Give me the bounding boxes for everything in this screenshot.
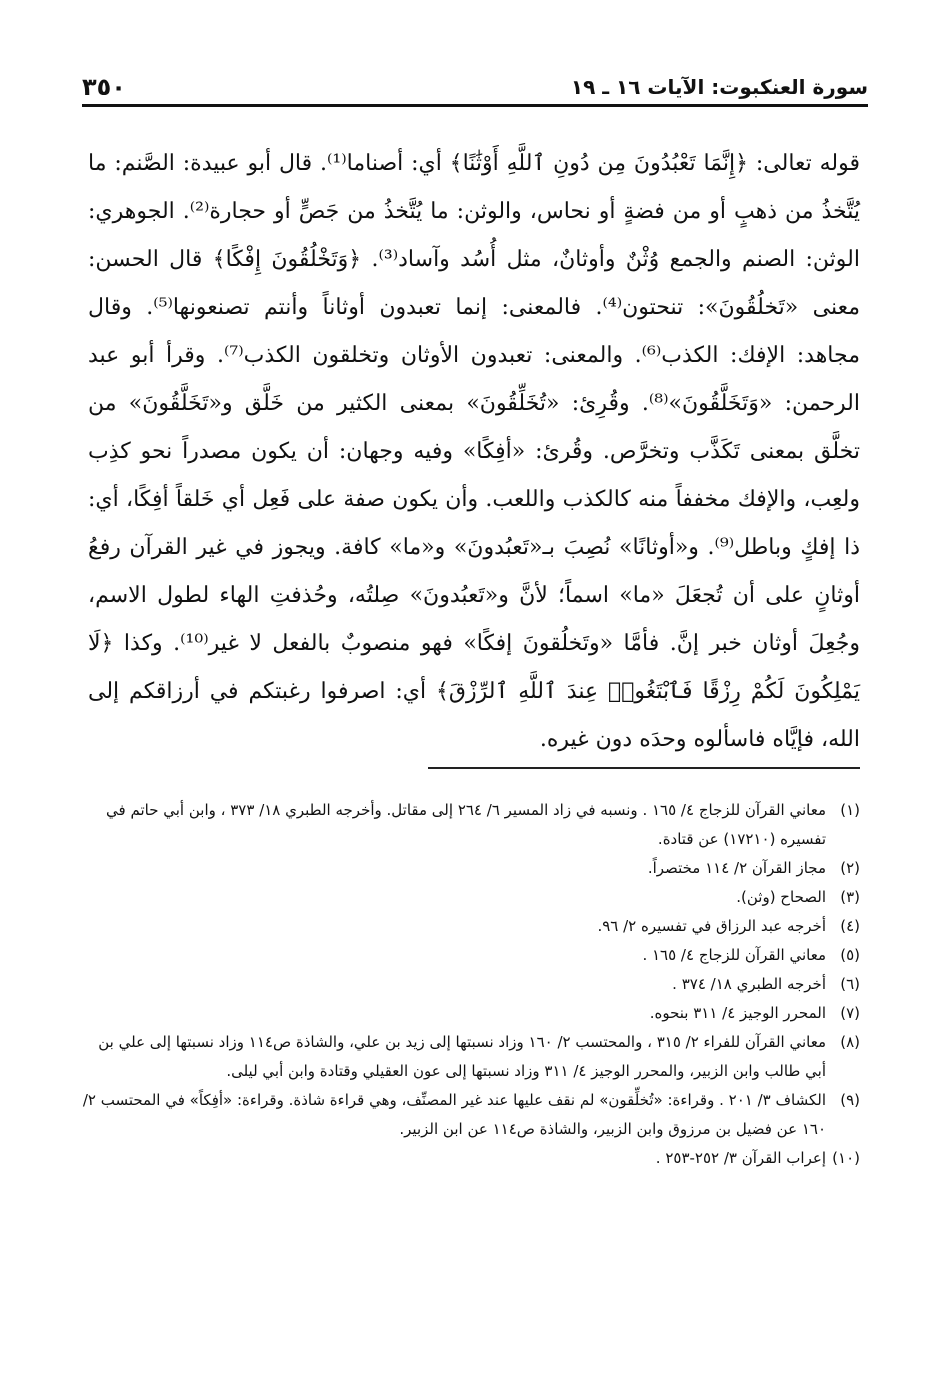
footnote-item	[82, 1086, 860, 1144]
footnote-number: (١)	[840, 801, 860, 819]
footnote-text: معاني القرآن للزجاج ٤/ ١٦٥ .	[642, 946, 826, 964]
footnote-text: أخرجه عبد الرزاق في تفسيره ٢/ ٩٦.	[597, 917, 826, 935]
page-number: ٣٥٠	[82, 73, 126, 101]
footnote-number: (٨)	[840, 1033, 860, 1051]
footnote-number: (١٠)	[832, 1149, 860, 1167]
footnote-number: (٦)	[840, 975, 860, 993]
footnote-text: مجاز القرآن ٢/ ١١٤ مختصراً.	[647, 859, 826, 877]
footnotes	[82, 796, 860, 1173]
running-title: سورة العنكبوت: الآيات ١٦ ـ ١٩	[570, 75, 868, 99]
footnote-item	[82, 912, 860, 941]
footnote-item	[82, 999, 860, 1028]
footnote-item	[82, 941, 860, 970]
main-text	[88, 140, 860, 764]
footnote-number: (٧)	[840, 1004, 860, 1022]
footnote-number: (٣)	[840, 888, 860, 906]
footnote-number: (٢)	[840, 859, 860, 877]
footnote-item	[82, 854, 860, 883]
footnote-text: الكشاف ٣/ ٢٠١ . وقراءة: «تُخلِّقون» لم نقف عليها عند غير المصنِّف، وهي قراءة شاذة. وقراءة: «أفِكاً» في المحتسب ٢/ ١٦٠ عن فضيل بن مرزوق وابن الزبير، والشاذة ص١١٤ عن ابن الزبير.	[82, 1091, 826, 1138]
footnote-item	[82, 796, 860, 854]
page-header	[82, 62, 868, 102]
footnote-number: (٤)	[840, 917, 860, 935]
footnote-number: (٥)	[840, 946, 860, 964]
header-rule	[82, 104, 868, 107]
footnote-item	[82, 883, 860, 912]
footnote-separator	[428, 767, 860, 769]
footnote-item	[82, 970, 860, 999]
footnote-text: المحرر الوجيز ٤/ ٣١١ بنحوه.	[649, 1004, 826, 1022]
footnote-number: (٩)	[840, 1091, 860, 1109]
commentary-paragraph: قوله تعالى: ﴿إِنَّمَا تَعْبُدُونَ مِن دُونِ ٱللَّهِ أَوْثَٰنًا﴾ أي: أصناما⁽¹⁾. قال أبو عبيدة: الصَّنم: ما يُتَّخذُ من ذهبٍ أو من فضةٍ أو نحاس، والوثن: ما يُتَّخذُ من جَصٍّ أو حجارة⁽²⁾. الجوهري: الوثن: الصنم والجمع وُثْنٌ وأوثانٌ، مثل أُسُد وآساد⁽³⁾. ﴿وَتَخْلُقُونَ إِفْكًا﴾ قال الحسن: معنى «تَخلُقُونَ»: تنحتون⁽⁴⁾. فالمعنى: إنما تعبدون أوثاناً وأنتم تصنعونها⁽⁵⁾. وقال مجاهد: الإفك: الكذب⁽⁶⁾. والمعنى: تعبدون الأوثان وتخلقون الكذب⁽⁷⁾. وقرأ أبو عبد الرحمن: «وَتَخَلَّقُونَ»⁽⁸⁾. وقُرِئ: «تُخَلِّقُونَ» بمعنى الكثير من خَلَّق و«تَخَلَّقُونَ» من تخلَّق بمعنى تَكَذَّب وتخرَّص. وقُرئ: «أفِكًا» وفيه وجهان: أن يكون مصدراً نحو كذِب ولعِب، والإفك مخففاً منه كالكذب واللعب. وأن يكون صفة على فَعِل أي خَلقاً أفِكًا، أي: ذا إفكٍ وباطل⁽⁹⁾. و«أوثانًا» نُصِبَ بـ«تَعبُدونَ» و«ما» كافة. ويجوز في غير القرآن رفعُ أوثانٍ على أن تُجعَلَ «ما» اسماً؛ لأنَّ و«تَعبُدونَ» صِلتُه، وحُذفتِ الهاء لطول الاسم، وجُعِلَ أوثان خبر إنَّ. فأمَّا «وتَخلُقونَ إفكًا» فهو منصوبٌ بالفعل لا غير⁽¹⁰⁾. وكذا ﴿لَا يَمْلِكُونَ لَكُمْ رِزْقًا فَٱبْتَغُوا۟ عِندَ ٱللَّهِ ٱلرِّزْقَ﴾ أي: اصرفوا رغبتكم في أرزاقكم إلى الله، فإيَّاه فاسألوه وحدَه دون غيره.	[88, 151, 861, 752]
footnote-text: معاني القرآن للزجاج ٤/ ١٦٥ . ونسبه في زاد المسير ٦/ ٢٦٤ إلى مقاتل. وأخرجه الطبري ١٨/ ٣٧٣ ، وابن أبي حاتم في تفسيره (١٧٢١٠) عن قتادة.	[106, 801, 826, 848]
footnote-text: إعراب القرآن ٣/ ٢٥٢-٢٥٣ .	[655, 1149, 826, 1167]
footnote-text: معاني القرآن للفراء ٢/ ٣١٥ ، والمحتسب ٢/ ١٦٠ وزاد نسبتها إلى زيد بن علي، والشاذة ص١١٤ وزاد نسبتها إلى علي بن أبي طالب وابن الزبير، والمحرر الوجيز ٤/ ٣١١ وزاد نسبتها إلى عون العقيلي وقتادة وابن أبي ليلى.	[98, 1033, 826, 1080]
footnote-text: الصحاح (وثن).	[736, 888, 826, 906]
footnote-item	[82, 1028, 860, 1086]
footnote-item	[82, 1144, 860, 1173]
footnote-text: أخرجه الطبري ١٨/ ٣٧٤ .	[672, 975, 826, 993]
